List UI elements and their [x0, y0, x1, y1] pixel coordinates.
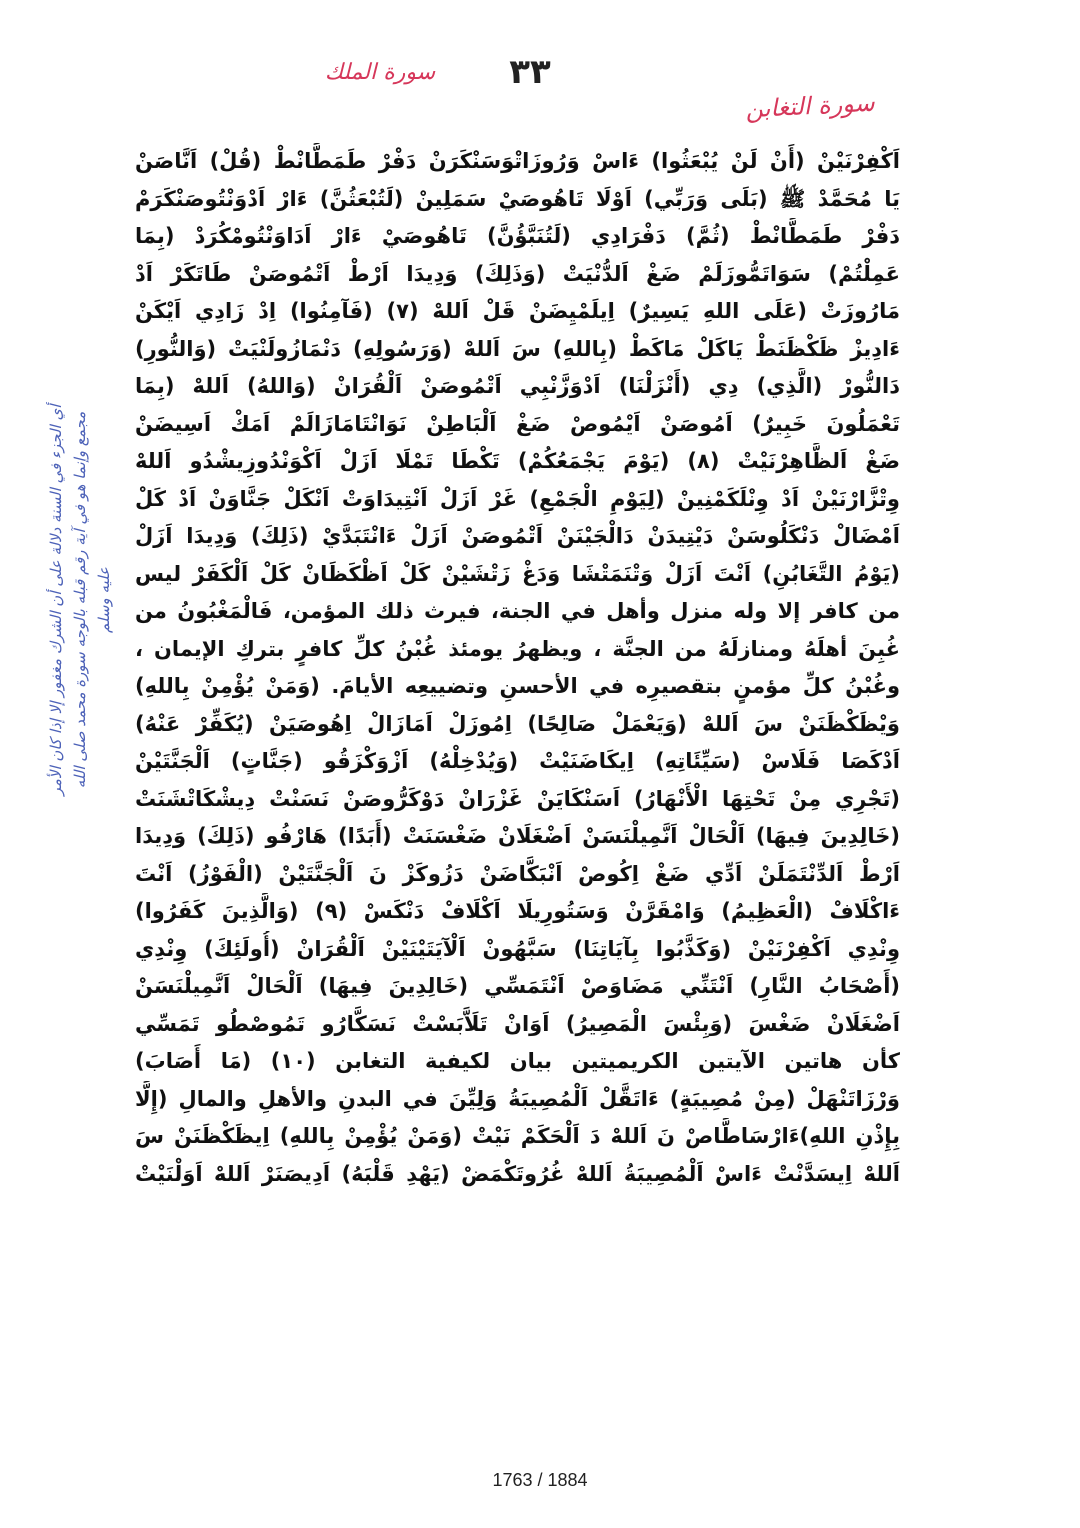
- text-line: اَمْضَالْ دَنْكَلُوسَنْ دَيْتِيدَنْ دَالْجَيْنَنْ اَتْمُوصَنْ اَزَلْ ءَانْتَبَدَّيْ (ذَلِكَ) وَدِيدَا اَزَلْ: [135, 524, 900, 548]
- text-line: وِنْدِي اَكْفِرْنَيْنْ (وَكَذَّبُوا بِآيَاتِنَا) سَبَّهُونْ اَلْآيَتَيْنَيْنْ اَلْقُرَانْ (أُولَئِكَ) وِنْدِي: [135, 936, 900, 961]
- text-line: وِتْزَّارْنَيْنْ اَدْ وِنْلَكَمْنِينْ (لِيَوْمِ الْجَمْعِ) غَرْ اَزَلْ اَنْتِيدَاوَتْ اَنْكَلْ جَنَّاوَنْ اَدْ كَلْ: [135, 486, 900, 511]
- text-line: اَدْكَصَا فَلَاسْ (سَيِّئَاتِهِ) اِيكَاضَنَيْتْ (وَيُدْخِلْهُ) اَزْوَكْزَقُو (جَنَّاتٍ) اَلْجَنَّتَيْنْ: [135, 749, 900, 773]
- handwritten-margin-note: [30, 250, 130, 950]
- text-line: دَفْرْ طَمَطَّانْطْ (ثُمَّ) دَفْرَادِي (لَتُنَبَّؤُنَّ) تَاهُوصَيْ ءَارْ اَدَاوَنْتُومْكُرَدْ (بِمَا: [135, 224, 900, 248]
- text-line: ءَادِيزْ ظَكْظَنَطْ يَاكَلْ مَاكَطْ (بِاللهِ) سَ اَللهْ (وَرَسُولِهِ) دَنْمَازُولَنْيَتْ (وَالنُّورِ): [135, 336, 900, 361]
- text-line: تَعْمَلُونَ خَبِيرٌ) اَمُوصَنْ اَيْمُوصْ ضَغْ اَلْبَاطِنْ نَوَانْتَامَازَالَمْ اَمَكْ اَسِيضَنْ: [135, 411, 900, 436]
- text-line: (خَالِدِينَ فِيهَا) اَلْحَالْ اَنَّمِيلْنَسَنْ اَضْغَلَانْ ضَغْسَنَتْ (أَبَدًا) هَارْفُو (ذَلِكَ) وَدِيدَا: [135, 824, 900, 848]
- text-line: كأن هاتين الآيتين الكريميتين بيان لكيفية التغابن (١٠) (مَا أَصَابَ): [135, 1049, 900, 1073]
- text-line: اَللهْ اِيسَدَّنْتْ ءَاسْ اَلْمُصِيبَةُ اَللهْ غُرُوتَكْمَضْ (يَهْدِ قَلْبَهُ) اَدِيصَنَرْ اَللهْ اَوَلْنَيْتْ: [135, 1161, 900, 1186]
- text-line: (يَوْمُ التَّغَابُنِ) اَنْتَ اَزَلْ وَتْنَمَتْشَا وَدَغْ زَتْشَيْنْ كَلْ اَظْكَظَانْ كَلْ اَلْكَفَرْ ليس: [135, 561, 900, 586]
- text-line: يَا مُحَمَّدْ ﷺ (بَلَى وَرَبِّي) اَوْلَا تَاهُوصَيْ سَمَلِينْ (لَتُبْعَثُنَّ) ءَارْ اَدْوَنْتُوصَنْكَرَمْ: [135, 186, 900, 211]
- text-line: عَمِلْتُمْ) سَوَاتَمُّوزَلَمْ ضَغْ اَلدُّنْيَتْ (وَذَلِكَ) وَدِيدَا اَرْطْ اَتْمُوصَنْ طَاتَكَرْ اَدْ: [135, 261, 900, 286]
- text-line: بِإِذْنِ اللهِ)ءَارْسَاطَّاصْ نَ اَللهْ دَ اَلْحَكَمْ نَيْتْ (وَمَنْ يُؤْمِنْ بِاللهِ) اِيظَكْظَنَنْ سَ: [135, 1124, 900, 1148]
- page-number: ٣٣: [509, 52, 551, 92]
- text-line: وغُبْنُ كلِّ مؤمنٍ بتقصيرِه في الأحسنِ وتضييعِه الأيامَ. (وَمَنْ يُؤْمِنْ بِاللهِ): [135, 674, 900, 698]
- page-counter: 1763 / 1884: [492, 1470, 588, 1490]
- margin-note-line: أي الجزء في السنة دلالة على أن الشرك مغفور إلا إذا كان الأمر: [47, 404, 65, 796]
- margin-note-line: مجمع وإنما هو في آية رقم قبله بالوجه سورة محمد صلى الله: [71, 411, 89, 789]
- text-line: وَرْزَاتَنْهَلْ (مِنْ مُصِيبَةٍ) ءَاتَقَّلْ اَلْمُصِيبَةُ وَلِيِّنَ في البدنِ والأهلِ والمالِ (إِلَّا: [135, 1086, 900, 1111]
- handwritten-surah-taghabun-note: سورة التغابن: [744, 88, 876, 124]
- text-line: (أَصْحَابُ النَّارِ) اَنْتَنِّي مَضَاوَصْ اَنْتَمَسِّي (خَالِدِينَ فِيهَا) اَلْحَالْ اَنَّمِيلْنَسَنْ: [135, 974, 900, 998]
- text-line: ءَاكْلَافْ (الْعَظِيمُ) وَامْقَرَّنْ وَسَتُورِيلَا اَكْلَافْ دَنْكَسْ (٩) (وَالَّذِينَ كَفَرُوا): [135, 899, 900, 923]
- text-line: وَيْظَكْظَنَنْ سَ اَللهْ (وَيَعْمَلْ صَالِحًا) اِمُوزَلْ اَمَازَالْ اِهُوصَيَنْ (يُكَفِّرْ عَنْهُ): [135, 711, 900, 736]
- text-line: مَارُوزَتْ (عَلَى اللهِ يَسِيرٌ) اِيلَمْيِضَنْ قَلْ اَللهْ (٧) (فَآمِنُوا) اِدْ زَادِي اَيْكَنْ: [135, 299, 900, 323]
- text-line: ضَغْ اَلظَّاهِرْنَيْتْ (٨) (يَوْمَ يَجْمَعُكُمْ) تَكْطَا تَمْلَا اَزَلْ اَكْوَنْدُوزِيشْدُو اَللهْ: [135, 449, 900, 473]
- text-line: من كافر إلا وله منزل وأهل في الجنة، فيرث ذلك المؤمن، فَالْمَغْبُونُ من: [135, 599, 900, 623]
- text-line: اَرْطْ اَلدِّنْتَمَلَنْ اَدِّي ضَغْ اِكُوصْ اَنْبَكَّاضَنْ دَزُوكَزْ نَ اَلْجَنَّتَيْنْ (الْفَوْزُ) اَنْتَ: [135, 861, 900, 886]
- text-line: اَكْفِرْنَيْنْ (أَنْ لَنْ يُبْعَثُوا) ءَاسْ وَرُوزَاتْوَسَنْكَرَنْ دَفْرْ طَمَطَّانْطْ (قُلْ) اَنَّاصَنْ: [135, 149, 900, 173]
- text-line: اَضْغَلَانْ ضَغْسَ (وَبِئْسَ الْمَصِيرُ) اَوَانْ تَلَاَّبَسْتْ نَسَكَّارُو تَمُوصْطُو تَمَسِّي: [135, 1011, 900, 1036]
- handwritten-surah-mulk-note: سورة الملك: [324, 60, 436, 85]
- text-line: (تَجْرِي مِنْ تَحْتِهَا الْأَنْهَارُ) اَسَنْكَايَنْ غَزْرَانْ دَوْكَرُّوصَنْ نَسَنْتْ دِيشْكَاتْشَنَتْ: [135, 786, 900, 811]
- text-line: دَالنُّورْ (الَّذِي) دِي (أَنْزَلْنَا) اَدْوَزَّنْبِي اَتْمُوصَنْ اَلْقُرَانْ (وَاللهُ) اَللهْ (بِمَا: [135, 374, 900, 398]
- main-text-block: [135, 143, 900, 1193]
- margin-note-line: عليه وسلم: [95, 567, 113, 634]
- text-line: غُبِنَ أهلَهُ ومنازلَهُ من الجنَّة ، ويظهرُ يومئذ غُبْنُ كلِّ كافرٍ بتركِ الإيمان ،: [135, 636, 900, 661]
